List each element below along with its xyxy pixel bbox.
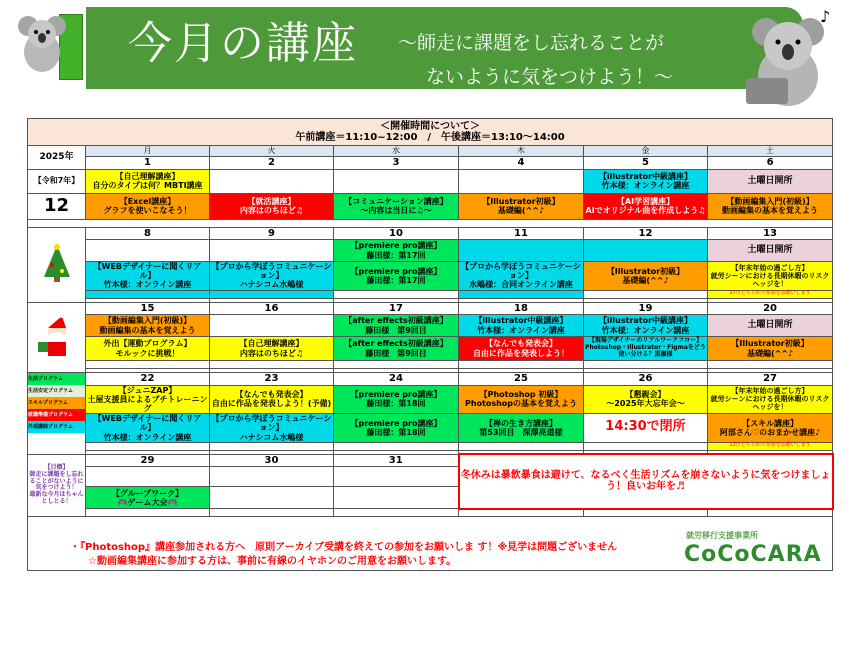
schedule-header: [28, 119, 833, 146]
event-cell: 【premiere pro講座】 藤田様：第18回: [334, 385, 459, 414]
event-cell: 【自己理解講座】 内容はのちほど♫: [210, 337, 334, 361]
santa-icon: [38, 314, 76, 358]
page-title: 今月の講座: [128, 18, 358, 69]
legend-item: 生活安定プログラム: [28, 385, 85, 397]
event-cell: 【premiere pro講座】 藤田様：第18回: [334, 414, 459, 443]
event-cell: 【動画編集入門(初級)】 動画編集の基本を覚えよう: [86, 315, 210, 337]
event-cell: 【WEBデザイナーに聞くリアル】 竹本様：オンライン講座: [86, 262, 210, 291]
event-cell: 【Illustrator初級】 基礎編(^^♪: [459, 193, 584, 219]
event-cell: [584, 240, 708, 262]
santa-cell: [28, 302, 86, 373]
winter-notice: 冬休みは暴飲暴食は避けて、なるべく生活リズムを崩さないように気をつけましょう！良いお年を♬: [459, 454, 833, 509]
event-cell: 【年末年始の過ごし方】 就労シーンにおける長期休暇のリスクヘッジを！: [708, 385, 833, 414]
music-note-icon: ♪: [820, 7, 831, 26]
day-number: 18: [459, 302, 584, 315]
event-cell: [86, 240, 210, 262]
day-number: 2: [210, 157, 334, 170]
event-cell: 【illustrator中級講座】 竹本様：オンライン講座: [584, 315, 708, 337]
event-cell: 【after effects初級講座】 藤田様 第9回目: [334, 337, 459, 361]
weekday-tue: 火: [210, 146, 334, 157]
event-cell: 【就活講座】 内容はのちほど♫: [210, 193, 334, 219]
legend-cell: [28, 373, 86, 455]
weekday-fri: 金: [584, 146, 708, 157]
day-number: 12: [584, 227, 708, 240]
day-number: 22: [86, 373, 210, 386]
event-cell: 【プロから学ぼうコミュニケーション】 ハナシコム水嶋様: [210, 414, 334, 443]
day-number: 13: [708, 227, 833, 240]
event-cell: 【プロから学ぼうコミュニケーション】 水嶋様：合同オンライン講座: [459, 262, 584, 291]
event-cell: [210, 240, 334, 262]
event-cell: 【動画編集入門(初級)】 動画編集の基本を覚えよう: [708, 193, 833, 219]
koala-with-laptop-icon: [744, 6, 829, 108]
event-cell: 【コミュニケーション講座】 ～内容は当日に♫～: [334, 193, 459, 219]
era-cell: 【令和7年】: [28, 169, 86, 193]
legend-item: スキルプログラム: [28, 397, 85, 409]
day-number: 25: [459, 373, 584, 386]
calendar-cell: [584, 509, 708, 517]
day-number: 4: [459, 157, 584, 170]
day-number: 11: [459, 227, 584, 240]
schedule-heading: ＜開催時間について＞: [380, 120, 480, 132]
event-cell: 【プロから学ぼうコミュニケーション】 ハナシコム水嶋様: [210, 262, 334, 291]
day-number: 6: [708, 157, 833, 170]
event-cell: 【グループワーク】 🎮ゲーム大会🎮: [86, 487, 210, 509]
calendar-cell: [334, 442, 459, 450]
event-cell: 【Photoshop 初級】 Photoshopの基本を覚えよう: [459, 385, 584, 414]
day-number: 16: [210, 302, 334, 315]
calendar-cell: [459, 361, 584, 369]
event-cell: 【なんでも発表会】 自由に作品を発表しよう！(予備): [210, 385, 334, 414]
calendar-cell: [334, 361, 459, 369]
note-cell: 13日どちらかで参加をお願いします: [708, 442, 833, 450]
month-cell: 12: [28, 193, 86, 219]
event-cell: [210, 169, 334, 193]
day-number: 19: [584, 302, 708, 315]
calendar-cell: [86, 361, 210, 369]
weekday-wed: 水: [334, 146, 459, 157]
event-cell: 【premiere pro講座】 藤田様：第17回: [334, 262, 459, 291]
event-cell: 【ジュニZAP】 土屋支援員によるブチトレーニング: [87, 385, 208, 413]
calendar-cell: [86, 442, 210, 450]
calendar-cell: [86, 467, 210, 487]
event-cell: [210, 315, 334, 337]
day-number: 17: [334, 302, 459, 315]
footer-line1: ・『Photoshop』講座参加される方へ 原則アーカイブ受講を終えての参加をお願いしま す！※見学は問題ございません: [70, 542, 618, 553]
day-number: 15: [86, 302, 210, 315]
event-cell: 【年末年始の過ごし方】 就労シーンにおける長期休暇のリスクヘッジを！: [708, 262, 833, 291]
calendar-cell: [459, 509, 584, 517]
event-cell: 【スキル講座】 阿部さん♡のおまかせ講座♪: [708, 414, 833, 443]
event-cell: [459, 169, 584, 193]
event-cell: 【Excel講座】 グラフを使いこなそう！: [86, 193, 210, 219]
event-cell: 【現場デザイナーのリアルワークフロー】 Photoshop・Illustrator・Figmaをどう使い分ける？黒瀬様: [584, 337, 708, 361]
event-cell: 【AI学習講座】 AIでオリジナル曲を作成しよう♫: [584, 193, 708, 219]
event-cell: 【Illustrator初級】 基礎編(^^♪: [708, 337, 833, 361]
day-number: 1: [86, 157, 210, 170]
day-number: 23: [210, 373, 334, 386]
event-cell: 土曜日開所: [708, 315, 833, 337]
footer-line2: ☆動画編集講座に参加する方は、事前に有線のイヤホンのご用意をお願いします。: [88, 556, 457, 567]
day-number: 10: [334, 227, 459, 240]
calendar-cell: [86, 509, 210, 517]
logo-caption: 就労移行支援事業所: [686, 531, 758, 540]
event-cell: 外出【運動プログラム】 モルックに挑戦！: [86, 337, 210, 361]
calendar-cell: [459, 442, 584, 450]
calendar-cell: [210, 509, 334, 517]
calendar-cell: [334, 467, 459, 487]
weekday-mon: 月: [86, 146, 210, 157]
day-number: 9: [210, 227, 334, 240]
year-cell: 2025年: [28, 146, 86, 170]
event-cell: 【premiere pro講座】 藤田様：第17回: [334, 240, 459, 262]
calendar-cell: [334, 509, 459, 517]
calendar-cell: [334, 290, 459, 298]
event-cell: 【Illustrator初級】 基礎編(^^♪: [584, 262, 708, 291]
event-cell: 土曜日開所: [708, 169, 833, 193]
day-number: 31: [334, 454, 459, 467]
day-number: 27: [708, 373, 833, 386]
note-cell: 27日どちらかで参加をお願いします: [708, 290, 833, 298]
day-number: 30: [210, 454, 334, 467]
event-cell: [459, 240, 584, 262]
day-number: 3: [334, 157, 459, 170]
calendar-cell: [584, 361, 708, 369]
calendar-cell: [459, 290, 584, 298]
goal-cell: 【目標】 師走に課題をし忘れることがないように気をつけよう！ 最新な今月はちゃんとしとる！: [28, 454, 86, 517]
day-number: 8: [86, 227, 210, 240]
event-cell: [334, 169, 459, 193]
calendar-cell: [210, 361, 334, 369]
laptop-icon: [746, 78, 788, 104]
calendar-cell: [708, 509, 833, 517]
day-number: 26: [584, 373, 708, 386]
calendar-cell: [584, 290, 708, 298]
legend-item: 生活プログラム: [28, 373, 85, 385]
day-number: 24: [334, 373, 459, 386]
event-cell: 【illustrator中級講座】 竹本様：オンライン講座: [584, 169, 708, 193]
calendar-cell: [584, 442, 708, 450]
calendar-cell: [210, 467, 334, 487]
christmas-tree-icon: [40, 243, 74, 283]
event-cell: 【illustrator中級講座】 竹本様：オンライン講座: [459, 315, 584, 337]
calendar-cell: [334, 487, 459, 509]
calendar-cell: [28, 219, 833, 227]
subtitle-line2: ないように気をつけよう！～: [426, 66, 674, 88]
koala-icon: [18, 12, 66, 72]
legend-item: 就職準備プログラム: [28, 409, 85, 421]
legend-item: 外部講師プログラム: [28, 421, 85, 433]
christmas-tree-cell: [28, 227, 86, 302]
calendar-cell: [86, 290, 210, 298]
calendar-cell: [210, 487, 334, 509]
event-cell: 【after effects初級講座】 藤田様 第9回目: [334, 315, 459, 337]
calendar-cell: [210, 290, 334, 298]
day-number: 20: [708, 302, 833, 315]
schedule-times: 午前講座＝11:10~12:00 / 午後講座＝13:10～14:00: [295, 132, 565, 143]
day-number: 5: [584, 157, 708, 170]
event-cell: 【懇親会】 ～2025年大忘年会～: [584, 385, 708, 414]
event-cell: 【WEBデザイナーに聞くリアル】 竹本様：オンライン講座: [86, 414, 210, 443]
day-number: 29: [86, 454, 210, 467]
event-cell: 【なんでも発表会】 自由に作品を発表しよう！: [459, 337, 584, 361]
cococara-logo: CoCoCARA: [684, 542, 822, 567]
weekday-sat: 土: [708, 146, 833, 157]
calendar-table: [27, 118, 834, 571]
closing-time-cell: 14:30で閉所: [584, 414, 708, 443]
weekday-thu: 木: [459, 146, 584, 157]
event-cell: 土曜日開所: [708, 240, 833, 262]
calendar-cell: [708, 361, 833, 369]
subtitle-line1: ～師走に課題をし忘れることが: [398, 32, 665, 54]
event-cell: 【自己理解講座】 自分のタイプは何？MBTI講座: [86, 169, 210, 193]
calendar-cell: [210, 442, 334, 450]
event-cell: 【禅の生き方講座】 第53回目 深澤亮道様: [459, 414, 584, 443]
